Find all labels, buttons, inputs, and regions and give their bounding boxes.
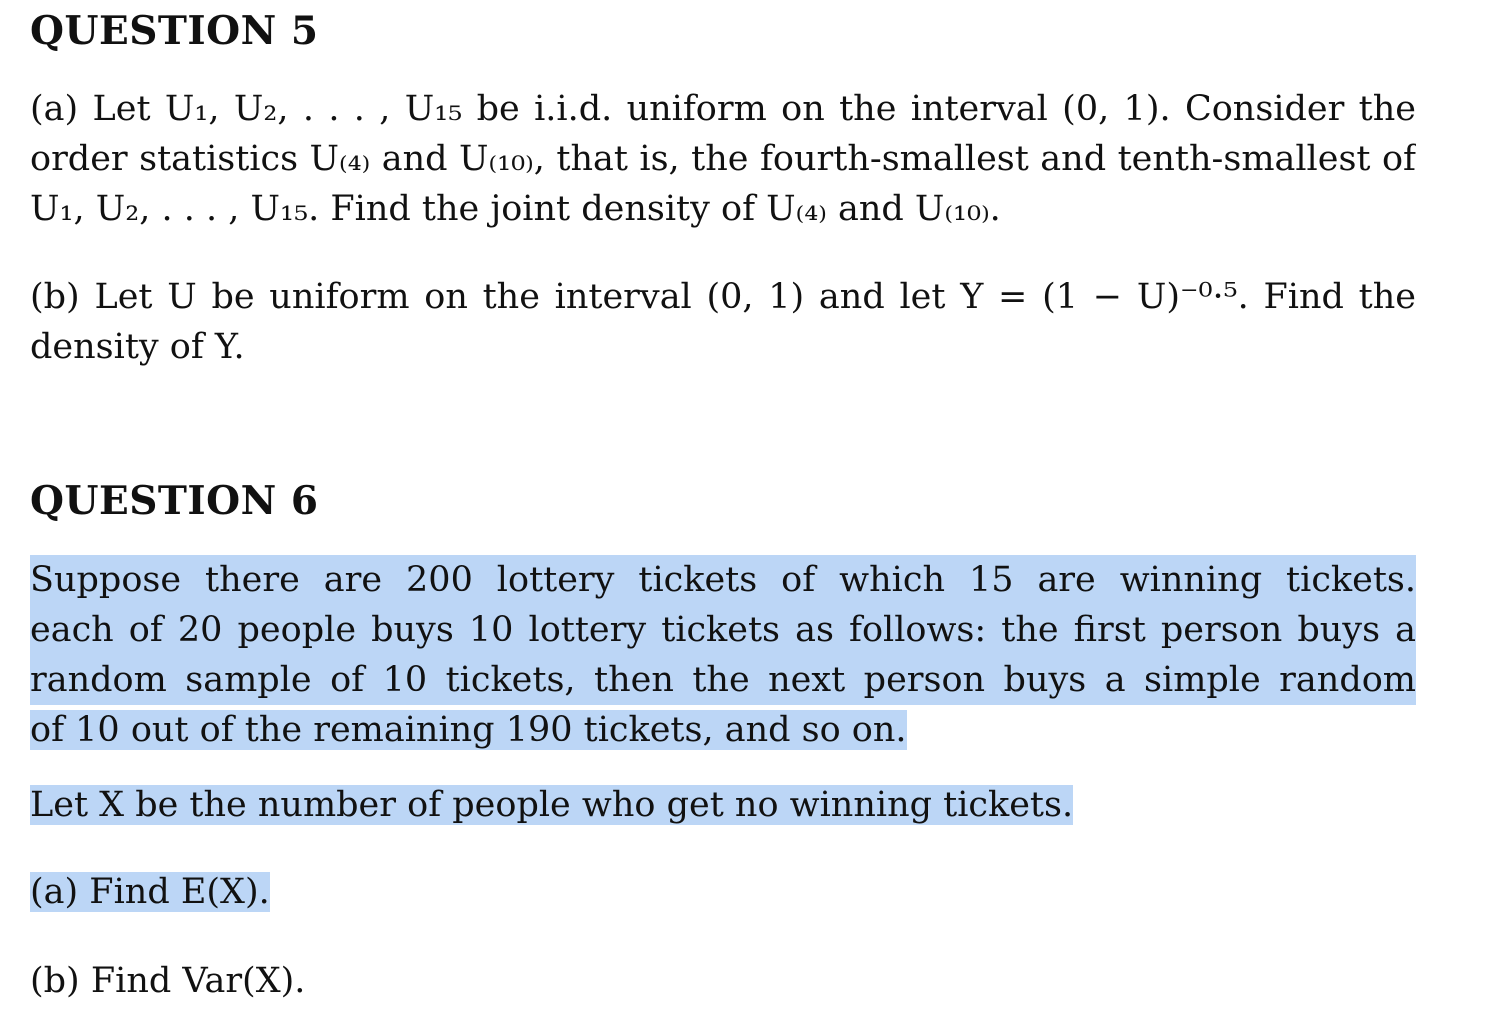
question-6-part-b: [30, 956, 1416, 1006]
q5a-line-3: U₁, U₂, . . . , U₁₅. Find the joint density of U₍₄₎ and U₍₁₀₎.: [30, 189, 1001, 229]
question-6-intro: [30, 555, 1416, 755]
question-6-heading: QUESTION 6: [30, 478, 319, 524]
q6-define-x-text: Let X be the number of people who get no winning tickets.: [30, 785, 1074, 825]
q6-define-x-wrap: [30, 780, 1416, 830]
q6-intro-line-4-wrap: [30, 705, 1416, 755]
q5a-line-2: order statistics U₍₄₎ and U₍₁₀₎, that is, the fourth-smallest and tenth-smallest of: [30, 139, 1416, 179]
q6-intro-line-4: of 10 out of the remaining 190 tickets, and so on.: [30, 710, 907, 750]
question-6-part-a: [30, 867, 1416, 917]
q6-intro-line-1: Suppose there are 200 lottery tickets of which 15 are winning tickets.: [30, 555, 1416, 605]
question-6-define-x: [30, 780, 1416, 830]
q6-intro-line-3: random sample of 10 tickets, then the next person buys a simple random: [30, 655, 1416, 705]
q5b-line-1: (b) Let U be uniform on the interval (0, 1) and let Y = (1 − U)⁻⁰·⁵. Find the: [30, 277, 1416, 317]
q5b-line-2: density of Y.: [30, 327, 245, 367]
question-5-heading: QUESTION 5: [30, 8, 319, 54]
q6-intro-line-2: each of 20 people buys 10 lottery tickets as follows: the first person buys a: [30, 605, 1416, 655]
q6-part-a-wrap: [30, 867, 1416, 917]
q5a-line-1: (a) Let U₁, U₂, . . . , U₁₅ be i.i.d. uniform on the interval (0, 1). Consider the: [30, 89, 1416, 129]
q6-part-b-text: (b) Find Var(X).: [30, 961, 306, 1001]
q6-part-a-text: (a) Find E(X).: [30, 872, 270, 912]
question-5-part-b: [30, 272, 1416, 372]
question-5-part-a: [30, 84, 1416, 234]
